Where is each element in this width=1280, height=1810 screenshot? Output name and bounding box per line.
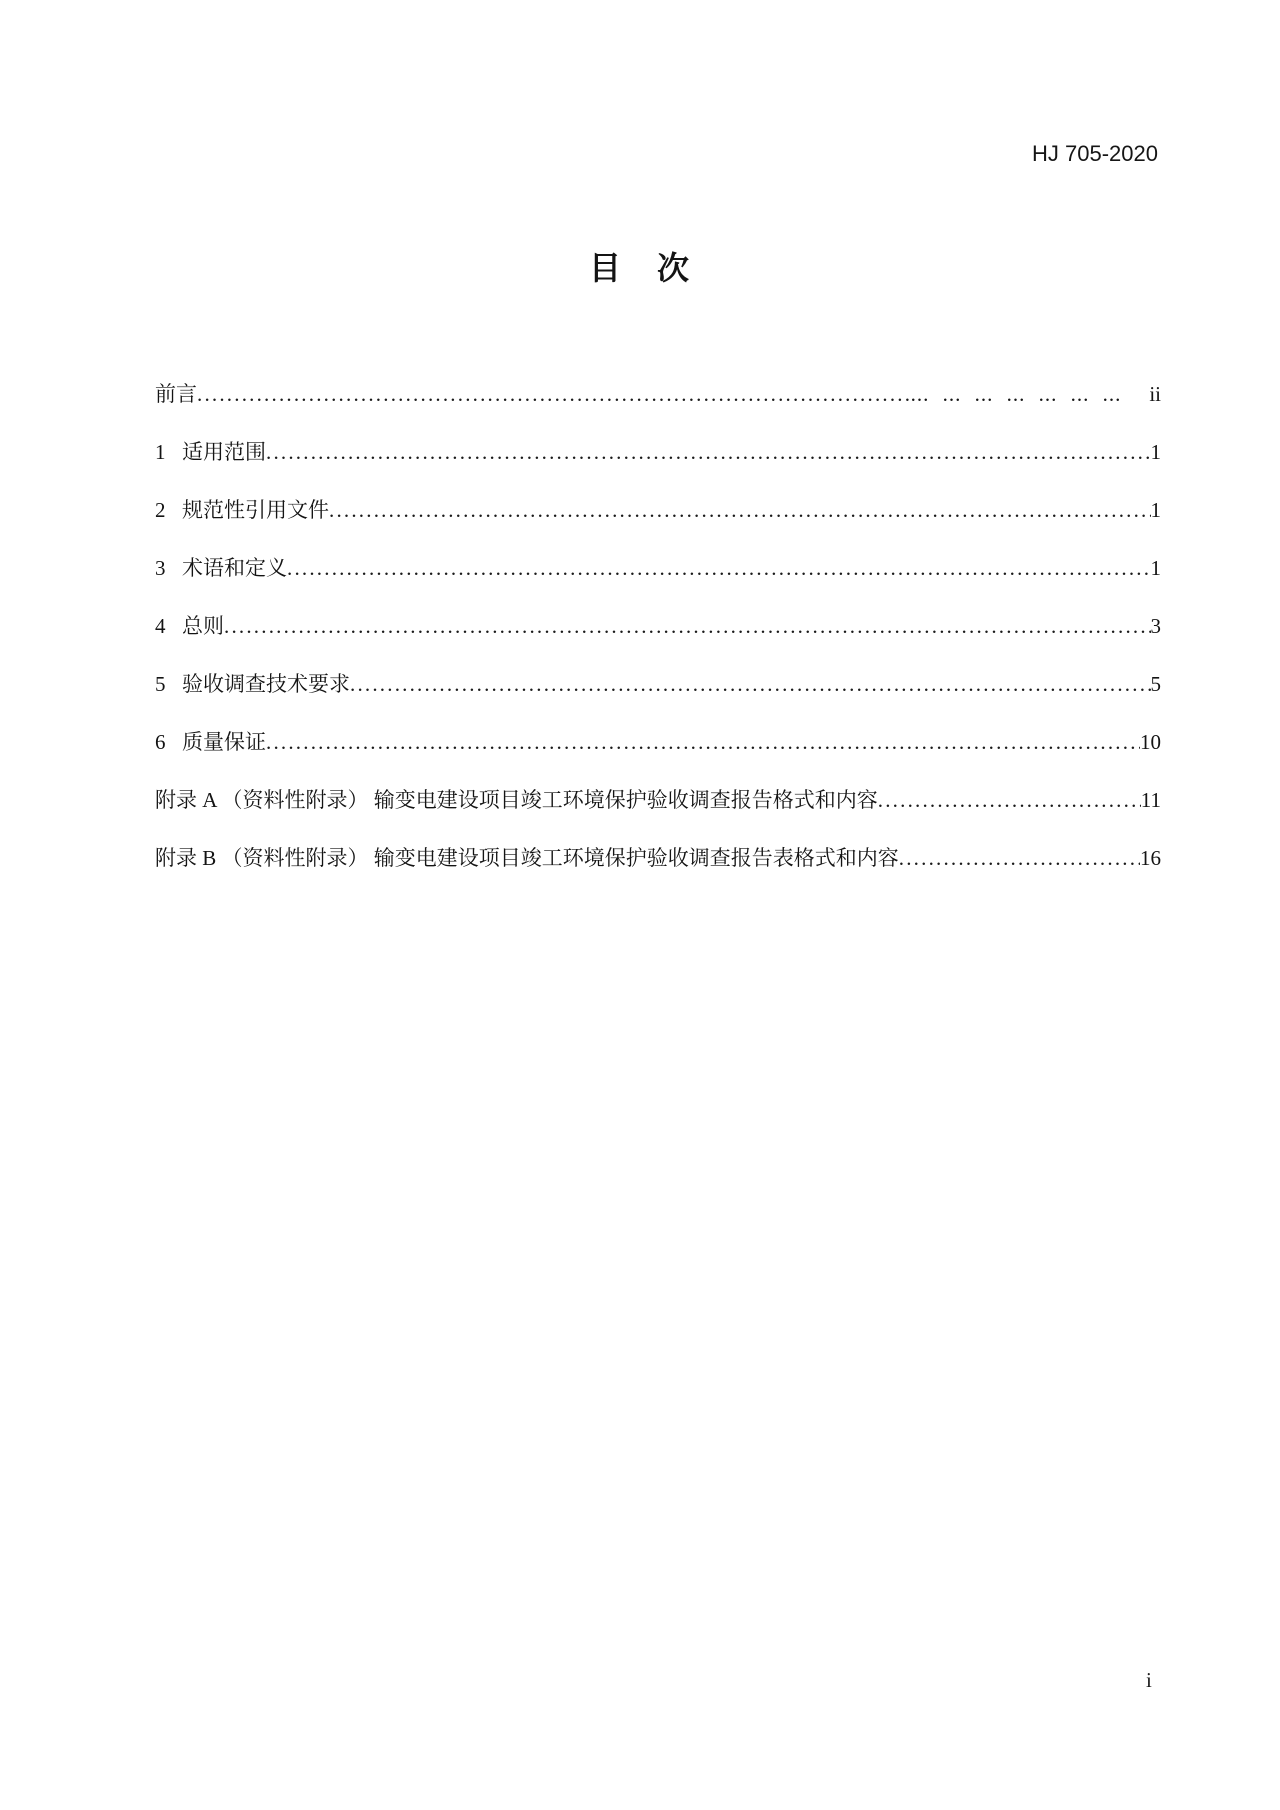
toc-entry-title: 验收调查技术要求 [182,672,350,696]
dot-leader [266,423,1151,481]
footer-page-number: i [1146,1668,1152,1692]
toc-entry-title: 前言 [155,382,197,406]
toc-entry-title: 总则 [182,614,224,638]
toc-entry-number: 3 [155,556,166,580]
toc-row [155,597,1161,655]
toc-entry-title: 附录 A （资料性附录） 输变电建设项目竣工环境保护验收调查报告格式和内容 [155,788,878,812]
toc-entry-title: 质量保证 [182,730,266,754]
toc-entry-number: 6 [155,730,166,754]
toc-row [155,423,1161,481]
toc-entry-page: 11 [1140,788,1161,812]
toc-row [155,481,1161,539]
toc-entry-number: 5 [155,672,166,696]
toc-entry-page: 10 [1140,730,1161,754]
toc-entry-number: 2 [155,498,166,522]
dot-leader [287,539,1151,597]
toc-entry-page: 1 [1150,498,1161,522]
toc-row [155,365,1161,423]
toc-row [155,539,1161,597]
dot-leader [266,713,1140,771]
toc-row [155,829,1161,887]
toc-entry-page: ii [1149,382,1161,406]
toc-entry-number: 1 [155,440,166,464]
toc-entry-number: 4 [155,614,166,638]
toc-row [155,655,1161,713]
dot-leader [329,481,1151,539]
standard-number-header: HJ 705-2020 [1032,141,1158,166]
toc-row [155,713,1161,771]
toc-entry-title: 规范性引用文件 [182,498,329,522]
toc-entry-page: 3 [1150,614,1161,638]
toc-entry-title: 附录 B （资料性附录） 输变电建设项目竣工环境保护验收调查报告表格式和内容 [155,846,899,870]
toc-entry-page: 1 [1150,440,1161,464]
dot-leader [350,655,1151,713]
toc-entry-page: 5 [1150,672,1161,696]
toc-entry-title: 适用范围 [182,440,266,464]
toc-entry-page: 1 [1150,556,1161,580]
toc-row [155,771,1161,829]
dot-leader [878,771,1141,829]
dot-leader-suffix: ... ... ... ... ... ... ... [910,382,1122,406]
toc-entry-title: 术语和定义 [182,556,287,580]
dot-leader [197,365,911,423]
dot-leader [899,829,1140,887]
toc-entry-page: 16 [1140,846,1161,870]
page-title: 目 次 [588,250,691,286]
toc-list [155,365,1161,887]
dot-leader [224,597,1151,655]
